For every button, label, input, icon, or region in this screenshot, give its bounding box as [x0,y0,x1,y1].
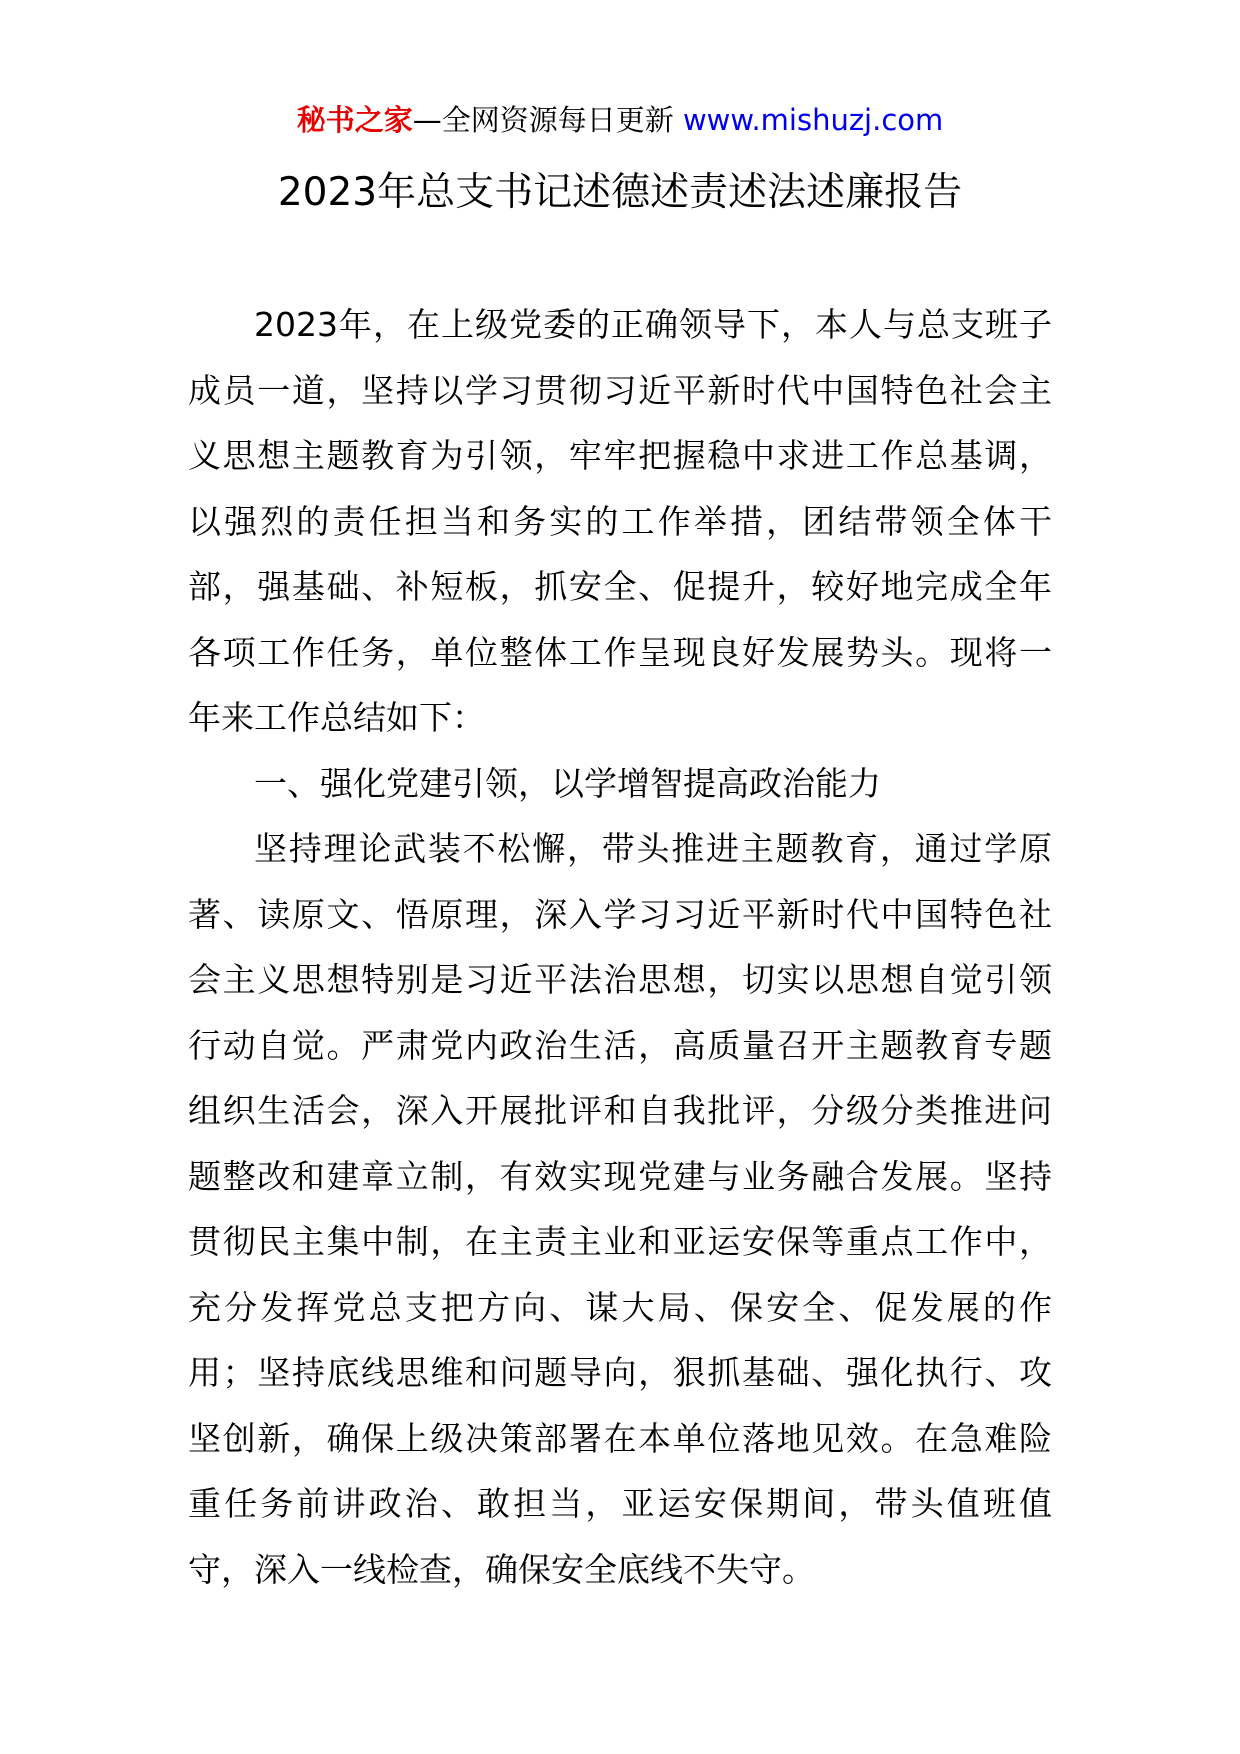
section-heading: 一、强化党建引领，以学增智提高政治能力 [254,763,881,803]
text-line: 2023年，在上级党委的正确领导下，本人与总支班子 [254,305,1052,344]
text-line: 坚创新，确保上级决策部署在本单位落地见效。在急难险 [188,1418,1052,1458]
text-line: 充分发挥党总支把方向、谋大局、保安全、促发展的作 [188,1287,1052,1327]
document-title: 2023年总支书记述德述责述法述廉报告 [277,170,963,215]
text-line: 重任务前讲政治、敢担当，亚运安保期间，带头值班值 [188,1484,1052,1523]
text-line: 行动自觉。严肃党内政治生活，高质量召开主题教育专题 [188,1025,1052,1065]
document-body [188,292,1052,1602]
brand-name: 秘书之家 [296,103,413,137]
text-line: 年来工作总结如下： [188,698,485,737]
site-url-link[interactable]: www.mishuzj.com [682,103,944,137]
text-line: 组织生活会，深入开展批评和自我批评，分级分类推进问 [188,1091,1052,1130]
site-header [0,100,1240,140]
text-line: 坚持理论武装不松懈，带头推进主题教育，通过学原 [254,829,1052,868]
text-line: 部，强基础、补短板，抓安全、促提升，较好地完成全年 [188,567,1052,606]
text-line: 义思想主题教育为引领，牢牢把握稳中求进工作总基调， [188,436,1052,475]
text-line: 会主义思想特别是习近平法治思想，切实以思想自觉引领 [188,960,1052,999]
text-line: 成员一道，坚持以学习贯彻习近平新时代中国特色社会主 [188,370,1052,410]
text-line: 守，深入一线检查，确保安全底线不失守。 [188,1549,815,1589]
text-line: 各项工作任务，单位整体工作呈现良好发展势头。现将一 [188,632,1052,672]
text-line: 以强烈的责任担当和务实的工作举措，团结带领全体干 [188,501,1052,541]
text-line: 题整改和建章立制，有效实现党建与业务融合发展。坚持 [188,1156,1052,1196]
text-line: 著、读原文、悟原理，深入学习习近平新时代中国特色社 [188,894,1052,934]
text-line: 用；坚持底线思维和问题导向，狠抓基础、强化执行、攻 [188,1353,1052,1392]
header-tagline: —全网资源每日更新 [412,103,674,137]
text-line: 贯彻民主集中制，在主责主业和亚运安保等重点工作中， [188,1222,1052,1261]
